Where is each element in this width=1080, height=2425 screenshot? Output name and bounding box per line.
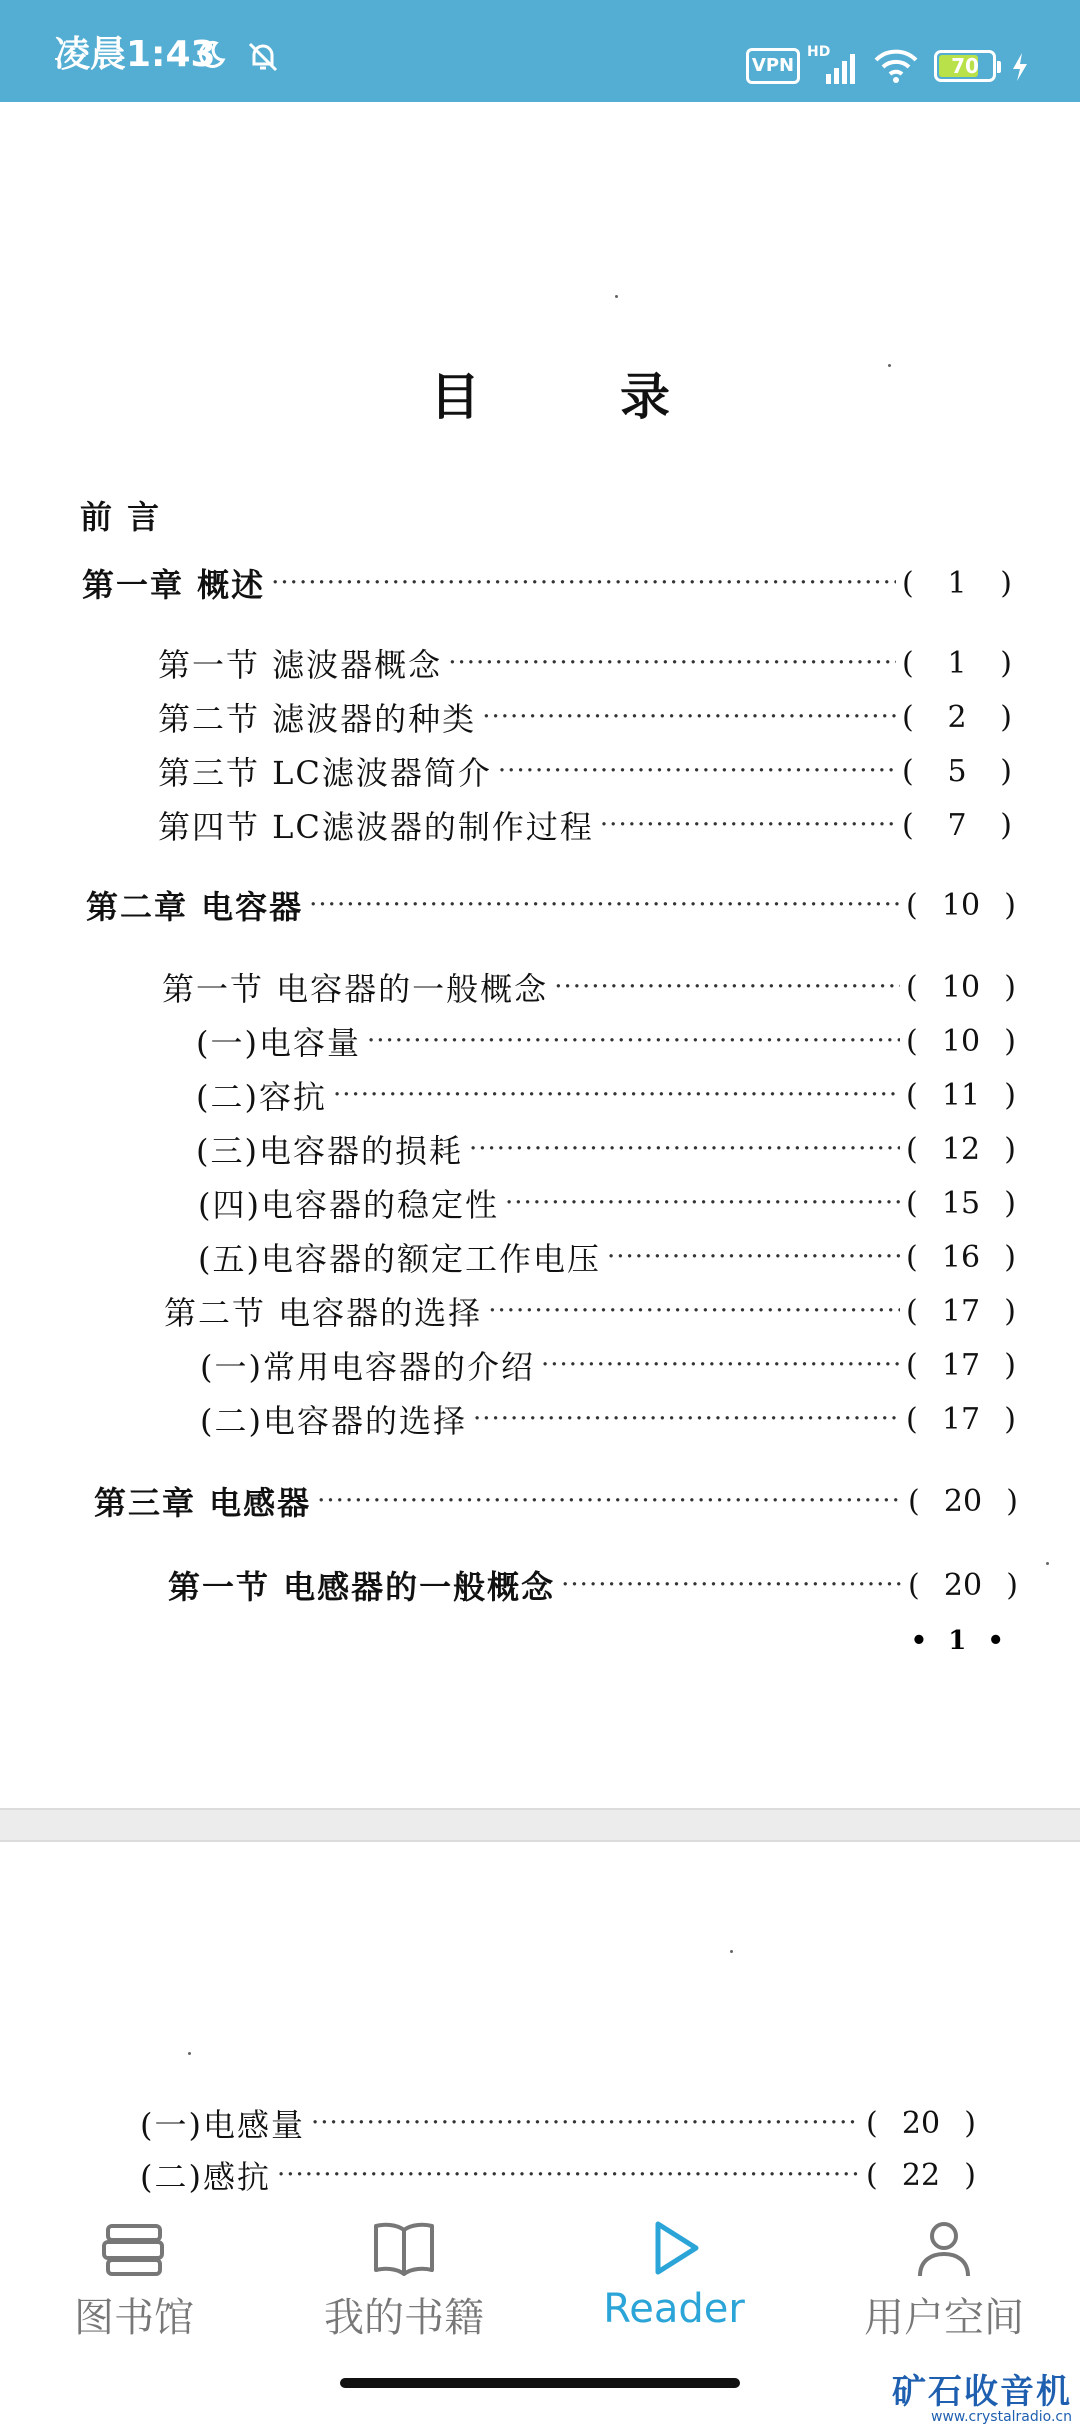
watermark-title: 矿石收音机 bbox=[892, 2372, 1072, 2412]
nav-reader-label: Reader bbox=[603, 2286, 745, 2332]
watermark bbox=[892, 2364, 1072, 2425]
toc-entry[interactable]: 第一节 电容器的一般概念 ····· ( 10 ) bbox=[162, 964, 1016, 1010]
nav-user-space[interactable] bbox=[834, 2212, 1054, 2343]
scan-speck bbox=[188, 2052, 191, 2055]
scan-speck bbox=[730, 1950, 733, 1953]
reader-page-1[interactable] bbox=[0, 102, 1080, 1808]
user-icon bbox=[908, 2212, 980, 2284]
toc-entry[interactable]: (二)感抗 ····· ( 22 ) bbox=[140, 2152, 976, 2198]
toc-entry[interactable]: (一)电感量 ····· ( 20 ) bbox=[140, 2100, 976, 2146]
reader-page-2[interactable] bbox=[0, 1842, 1080, 2202]
charging-icon bbox=[1010, 52, 1030, 82]
toc-entry[interactable]: 第一章 概述 ····· ( 1 ) bbox=[82, 560, 1012, 606]
toc-entry[interactable]: 第四节 LC滤波器的制作过程 ····· ( 7 ) bbox=[158, 802, 1012, 848]
toc-entry[interactable]: 第三章 电感器 ····· ( 20 ) bbox=[94, 1478, 1018, 1524]
page-number: • 1 • bbox=[910, 1626, 1010, 1656]
scan-speck bbox=[615, 295, 618, 298]
toc-title-char: 录 bbox=[620, 367, 670, 426]
battery-level: 70 bbox=[951, 54, 979, 78]
vpn-badge: VPN bbox=[746, 48, 800, 84]
toc-entry[interactable]: 第一节 滤波器概念 ····· ( 1 ) bbox=[158, 640, 1012, 686]
toc-entry[interactable]: (二)电容器的选择 ····· ( 17 ) bbox=[200, 1396, 1016, 1442]
nav-library[interactable] bbox=[24, 2212, 244, 2343]
hd-label: HD bbox=[807, 44, 831, 60]
play-icon bbox=[638, 2212, 710, 2284]
nav-library-label: 图书馆 bbox=[74, 2295, 194, 2341]
signal-icon bbox=[812, 48, 860, 86]
toc-preface: 前 言 bbox=[80, 498, 162, 536]
toc-title-char: 目 bbox=[430, 367, 480, 426]
bell-muted-icon bbox=[246, 40, 280, 74]
toc-entry[interactable]: (二)容抗 ····· ( 11 ) bbox=[196, 1072, 1016, 1118]
toc-title bbox=[430, 357, 670, 429]
wifi-icon bbox=[872, 46, 920, 84]
toc-entry[interactable]: 第三节 LC滤波器简介 ····· ( 5 ) bbox=[158, 748, 1012, 794]
toc-entry[interactable]: (五)电容器的额定工作电压 ····· ( 16 ) bbox=[198, 1234, 1016, 1280]
toc-entry[interactable]: (一)电容量 ····· ( 10 ) bbox=[196, 1018, 1016, 1064]
toc-entry[interactable]: (一)常用电容器的介绍 ····· ( 17 ) bbox=[200, 1342, 1016, 1388]
status-bar bbox=[0, 0, 1080, 102]
home-indicator[interactable] bbox=[340, 2378, 740, 2388]
nav-my-books[interactable] bbox=[294, 2212, 514, 2343]
toc-entry[interactable]: 第二章 电容器 ····· ( 10 ) bbox=[86, 882, 1016, 928]
nav-reader[interactable] bbox=[564, 2212, 784, 2332]
moon-icon bbox=[196, 40, 226, 70]
watermark-url: www.crystalradio.cn bbox=[931, 2409, 1072, 2425]
toc-entry[interactable]: (三)电容器的损耗 ····· ( 12 ) bbox=[196, 1126, 1016, 1172]
toc-entry[interactable]: 第一节 电感器的一般概念 ····· ( 20 ) bbox=[168, 1562, 1018, 1608]
battery-icon bbox=[934, 50, 996, 82]
toc-entry[interactable]: 第二节 电容器的选择 ····· ( 17 ) bbox=[164, 1288, 1016, 1334]
nav-my-books-label: 我的书籍 bbox=[324, 2295, 484, 2341]
scan-speck bbox=[888, 364, 891, 367]
book-icon bbox=[368, 2212, 440, 2284]
nav-user-space-label: 用户空间 bbox=[864, 2295, 1024, 2341]
library-icon bbox=[98, 2212, 170, 2284]
status-time: 凌晨1:43 bbox=[54, 34, 216, 75]
scan-speck bbox=[1046, 1562, 1049, 1565]
page-divider bbox=[0, 1808, 1080, 1842]
toc-entry[interactable]: 第二节 滤波器的种类 ····· ( 2 ) bbox=[158, 694, 1012, 740]
toc-entry[interactable]: (四)电容器的稳定性 ····· ( 15 ) bbox=[198, 1180, 1016, 1226]
